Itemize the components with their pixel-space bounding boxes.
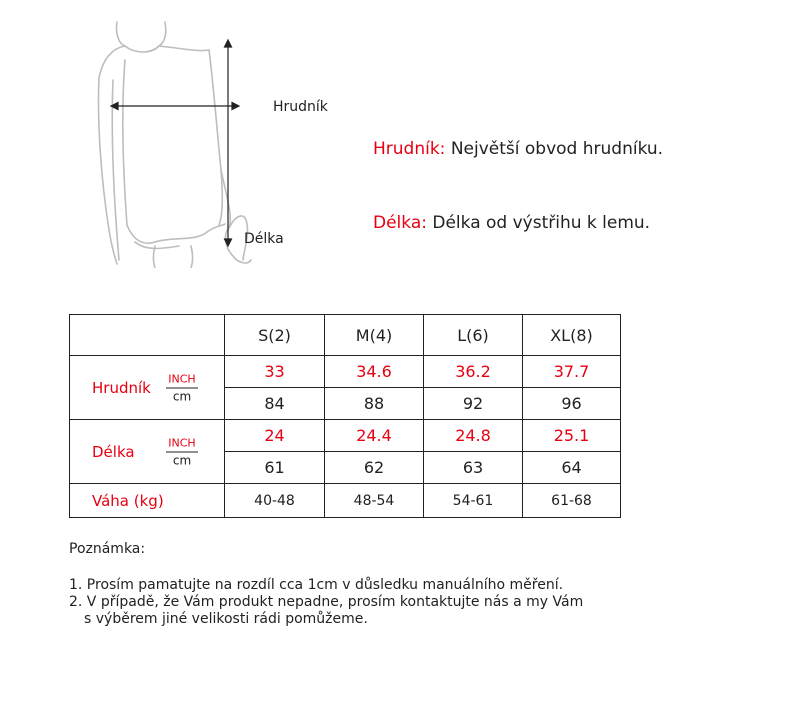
note-item-continuation: s výběrem jiné velikosti rádi pomůžeme. (84, 611, 368, 627)
size-header-xl: XL(8) (523, 315, 621, 356)
length-row-label (70, 420, 225, 484)
chest-inch-m: 34.6 (325, 356, 424, 388)
length-definition-text: Délka od výstřihu k lemu. (426, 213, 651, 233)
chest-inch-l: 36.2 (424, 356, 523, 388)
notes-section (69, 541, 583, 628)
chest-row-label (70, 356, 225, 420)
length-term: Délka: (373, 213, 427, 233)
table-row (70, 420, 621, 452)
unit-indicator (166, 372, 198, 403)
notes-spacer (69, 558, 583, 577)
length-cm-m: 62 (325, 452, 424, 484)
weight-xl: 61-68 (523, 484, 621, 518)
unit-inch: INCH (166, 436, 198, 452)
unit-cm: cm (172, 453, 192, 467)
chest-row-name: Hrudník (92, 378, 151, 397)
chest-definition-text: Největší obvod hrudníku. (445, 139, 664, 159)
notes-heading: Poznámka: (69, 541, 146, 557)
length-cm-l: 63 (424, 452, 523, 484)
length-inch-l: 24.8 (424, 420, 523, 452)
chest-definition (373, 139, 663, 159)
size-header-l: L(6) (424, 315, 523, 356)
chest-cm-xl: 96 (523, 388, 621, 420)
table-header-row (70, 315, 621, 356)
weight-row-label: Váha (kg) (70, 484, 225, 518)
table-row (70, 356, 621, 388)
chest-term: Hrudník: (373, 139, 446, 159)
length-inch-xl: 25.1 (523, 420, 621, 452)
length-cm-s: 61 (225, 452, 325, 484)
weight-s: 40-48 (225, 484, 325, 518)
length-inch-m: 24.4 (325, 420, 424, 452)
length-row-name: Délka (92, 442, 135, 461)
unit-cm: cm (172, 389, 192, 403)
table-row (70, 484, 621, 518)
chest-inch-s: 33 (225, 356, 325, 388)
size-header-m: M(4) (325, 315, 424, 356)
unit-inch: INCH (166, 372, 198, 388)
size-header-s: S(2) (225, 315, 325, 356)
note-item: 2. V případě, že Vám produkt nepadne, prosím kontaktujte nás a my Vám (69, 594, 584, 610)
length-cm-xl: 64 (523, 452, 621, 484)
length-inch-s: 24 (225, 420, 325, 452)
length-annotation: Délka (244, 231, 284, 247)
weight-m: 48-54 (325, 484, 424, 518)
chest-cm-s: 84 (225, 388, 325, 420)
chest-cm-m: 88 (325, 388, 424, 420)
header-empty-cell (70, 315, 225, 356)
length-definition (373, 213, 650, 233)
chest-inch-xl: 37.7 (523, 356, 621, 388)
unit-indicator (166, 436, 198, 467)
note-item: 1. Prosím pamatujte na rozdíl cca 1cm v důsledku manuálního měření. (69, 577, 564, 593)
chest-annotation: Hrudník (273, 99, 328, 115)
size-chart-table (69, 314, 621, 518)
weight-l: 54-61 (424, 484, 523, 518)
chest-cm-l: 92 (424, 388, 523, 420)
